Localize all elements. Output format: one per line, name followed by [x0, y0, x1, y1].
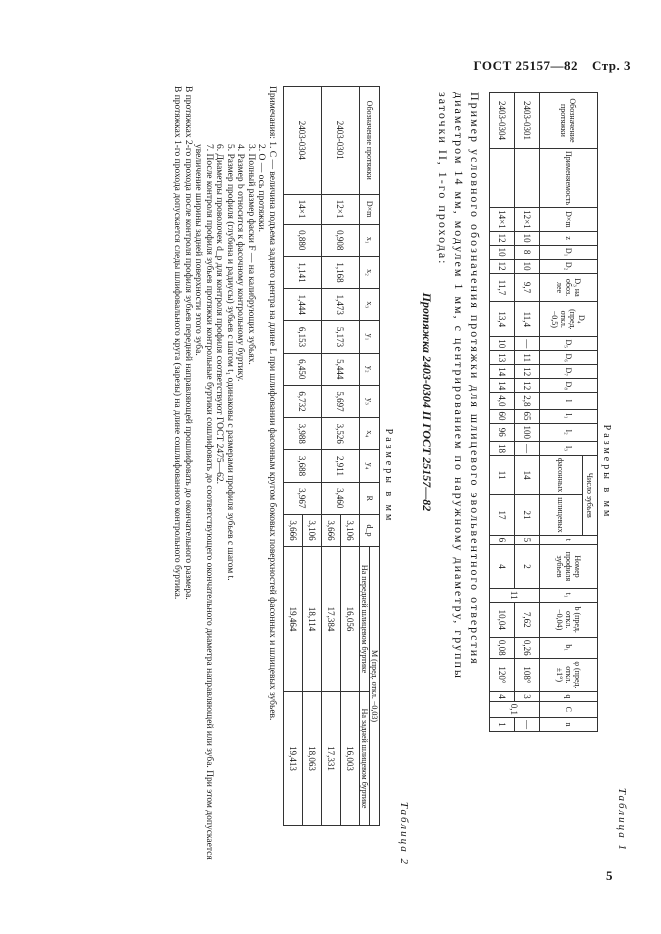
cell: 12	[515, 379, 540, 393]
t1-h-d2: D₂	[540, 259, 598, 273]
t1-h-l1: l₁	[540, 409, 598, 423]
cell: 11	[515, 351, 540, 365]
cell: 3,967	[284, 482, 322, 514]
cell: 16,056	[341, 547, 360, 692]
cell: 3,106	[303, 514, 322, 546]
cell: 5,444	[322, 353, 360, 385]
cell: 3,688	[284, 450, 322, 482]
cell: 4	[490, 545, 515, 589]
cell: 18,063	[303, 691, 322, 825]
cell: 1,444	[284, 289, 322, 321]
cell: 10	[515, 259, 540, 273]
t1-h-dm: D×m	[540, 208, 598, 232]
t2-h-x2: x₂	[360, 256, 380, 288]
t1-h-teeth-shaped: фасонных	[540, 456, 583, 495]
cell: 1,141	[284, 256, 322, 288]
table-row	[490, 93, 515, 732]
cell: 0,908	[322, 224, 360, 256]
table-row	[341, 87, 360, 826]
cell: 12	[515, 365, 540, 379]
t1-h-teeth-spline: шлицевых	[540, 495, 583, 535]
table-row	[303, 87, 322, 826]
cell: 3,666	[284, 514, 303, 546]
cell: 2403-0301	[515, 93, 540, 149]
cell: 3,988	[284, 418, 322, 450]
cell: 10,04	[490, 602, 515, 637]
cell: 2,911	[322, 450, 360, 482]
cell	[515, 148, 540, 207]
cell: 14	[515, 456, 540, 495]
cell: 120°	[490, 658, 515, 692]
t1-h-d3: D₃ на обоз. лее	[540, 273, 598, 302]
cell: —	[515, 337, 540, 351]
cell: 12×1	[515, 208, 540, 232]
table2-block	[30, 86, 410, 866]
cell: 17,331	[322, 691, 341, 825]
cell: 65	[515, 409, 540, 423]
t1-h-c: C	[540, 701, 598, 717]
cell	[490, 148, 515, 207]
t1-h-l3: l₃	[540, 442, 598, 456]
cell: 14×1	[490, 208, 515, 232]
cell: 60	[490, 409, 515, 423]
cell: 16,003	[341, 691, 360, 825]
t2-h-m-front: На передней шлицевом буртике	[360, 547, 370, 692]
t1-h-d6: D₆	[540, 351, 598, 365]
cell: 11,4	[515, 302, 540, 337]
cell: 9,7	[515, 273, 540, 302]
t2-h-x3: x₃	[360, 289, 380, 321]
page-label: Стр. 3	[592, 58, 631, 73]
t2-h-y2: y₂	[360, 353, 380, 385]
cell: 2403-0304	[284, 87, 322, 195]
t1-h-l: l	[540, 393, 598, 409]
cell: 5,173	[322, 321, 360, 353]
t1-h-d5: D₅	[540, 337, 598, 351]
t1-h-phi: φ (пред. откл. ±1°)	[540, 658, 598, 692]
t1-h-usage: Применяемость	[540, 148, 598, 207]
t2-h-y4: y₄	[360, 450, 380, 482]
cell: 10	[490, 337, 515, 351]
t1-h-d8: D₈	[540, 379, 598, 393]
table2	[283, 86, 380, 826]
cell: 21	[515, 495, 540, 535]
cell: 12	[490, 259, 515, 273]
cell: 11,7	[490, 273, 515, 302]
cell: 4,0	[490, 393, 515, 409]
example-title: Протяжка 2403-0304 II ГОСТ 25157—82	[420, 292, 434, 512]
cell: 2,8	[515, 393, 540, 409]
t1-h-b1: b₁	[540, 637, 598, 658]
cell: 12×1	[322, 194, 360, 224]
table2-caption: Таблица 2	[398, 801, 410, 866]
table2-dims-caption: Размеры в мм	[383, 428, 394, 524]
t2-h-m: M (пред. откл. −0,03)	[370, 547, 380, 826]
cell: 0,1	[490, 701, 540, 717]
t1-h-z: z	[540, 231, 598, 245]
t1-h-profile: Номер профиля зубьев	[540, 545, 598, 589]
t1-h-d4: D₄ (пред. откл. −0,5)	[540, 302, 598, 337]
cell: 12	[490, 231, 515, 245]
cell: 13	[490, 351, 515, 365]
cell: 19,413	[284, 691, 303, 825]
cell: 5,697	[322, 385, 360, 417]
table1-dims-caption: Размеры в мм	[601, 424, 612, 520]
cell: 8	[515, 245, 540, 259]
page-number: 5	[606, 868, 613, 883]
cell: 0,880	[284, 224, 322, 256]
cell: 3	[515, 692, 540, 702]
cell: 10	[515, 231, 540, 245]
note-line: 4. Размер b относится к фасочному контрольному буртику.	[235, 144, 246, 382]
t1-h-teeth: Число зубьев	[583, 456, 598, 536]
note-line: 5. Размер профиля (глубина и радиусы) зубьев с шагом t₁ одинаковы с размерами профиля зубьев с шагом t.	[225, 144, 235, 581]
cell: 96	[490, 423, 515, 442]
cell: 19,464	[284, 547, 303, 692]
t1-h-n: n	[540, 717, 598, 731]
cell: 6	[490, 535, 515, 545]
note-line: 3. Полный размер фаски F — на калибрующих зубьях.	[246, 144, 256, 365]
t1-h-b: b (пред. откл. −0,04)	[540, 602, 598, 637]
table-row	[515, 93, 540, 732]
t2-h-designation: Обозначение протяжки	[360, 87, 380, 195]
cell: 108°	[515, 658, 540, 692]
note-line: 6. Диаметры проволочек d_p для контроля профиля соответствуют ГОСТ 2475—62.	[214, 144, 225, 485]
t2-h-r: R	[360, 482, 380, 514]
example-text: Пример условного обозначения протяжки для шлицевого эвольвентного отверстия диаметром 14 мм, модулем 1 мм, с центрированием по наружному диаметру, группы заточки II, 1-го прохода:	[436, 92, 482, 680]
t1-h-t1: t₁	[540, 588, 598, 602]
example-paragraph	[419, 92, 483, 712]
note-line: В протяжках 2-го прохода после контроля профиля зубьев передней направляющей прошлифовать до окончательного размера.	[183, 86, 193, 600]
cell: —	[515, 442, 540, 456]
cell: 14	[490, 365, 515, 379]
cell: 1,473	[322, 289, 360, 321]
cell: 2	[515, 545, 540, 589]
cell: 17	[490, 495, 515, 535]
t2-h-dm: D×m	[360, 194, 380, 224]
cell: 100	[515, 423, 540, 442]
cell: 17,384	[322, 547, 341, 692]
t1-h-t: t	[540, 535, 598, 545]
cell: 3,526	[322, 418, 360, 450]
notes	[172, 86, 277, 876]
cell: 18,114	[303, 547, 322, 692]
cell: 1,168	[322, 256, 360, 288]
cell: 6,450	[284, 353, 322, 385]
cell: 13,4	[490, 302, 515, 337]
t2-h-m-rear: На задней шлицевом буртике	[360, 691, 370, 825]
note-line: 2. O — ось протяжки.	[256, 144, 267, 233]
t1-h-l2: l₂	[540, 423, 598, 442]
t1-h-q: q	[540, 692, 598, 702]
cell: 11	[490, 456, 515, 495]
cell: 6,732	[284, 385, 322, 417]
cell: 2403-0304	[490, 93, 515, 149]
cell: 14	[490, 379, 515, 393]
cell: 5	[515, 535, 540, 545]
standard-number: ГОСТ 25157—82	[473, 58, 578, 73]
note-line: 7. После контроля профиля зубьев протяжки контрольные буртики сошлифовать до соответствующего окончательного диаметра направляющей или зуба. При этом допускается увеличение ширины задней поверхности этого зуба.	[193, 144, 214, 860]
t1-h-d1: D₁	[540, 245, 598, 259]
cell: 3,460	[322, 482, 360, 514]
table1	[489, 92, 598, 732]
cell: 0,08	[490, 637, 515, 658]
cell: 3,106	[341, 514, 360, 546]
cell: 3,666	[322, 514, 341, 546]
t1-h-d7: D₇	[540, 365, 598, 379]
page-header	[473, 58, 631, 74]
cell: 4	[490, 692, 515, 702]
cell: 10	[490, 245, 515, 259]
cell: 7,62	[515, 602, 540, 637]
cell: 14×1	[284, 194, 322, 224]
table1-caption: Таблица 1	[616, 787, 628, 852]
t2-h-x4: x₄	[360, 418, 380, 450]
cell: 1	[490, 717, 515, 731]
t2-h-x1: x₁	[360, 224, 380, 256]
cell: 0,26	[515, 637, 540, 658]
cell: 2403-0301	[322, 87, 360, 195]
t2-h-y3: y₃	[360, 385, 380, 417]
note-line: В протяжках 1-го прохода допускается следы шлифовального круга (зарезы) на длине сошлифованного контрольного буртика.	[172, 86, 183, 600]
t2-h-dp: d_p	[360, 514, 380, 546]
t2-h-y1: y₁	[360, 321, 380, 353]
cell: 11	[490, 588, 540, 602]
cell: —	[515, 717, 540, 731]
cell: 6,153	[284, 321, 322, 353]
cell: 18	[490, 442, 515, 456]
note-line: Примечания: 1. C — величина подъема заднего центра на длине L при шлифовании фасонным кругом боковых поверхностей фасонных и шлицевых зубьев.	[267, 86, 277, 721]
t1-h-designation: Обозначение протяжки	[540, 93, 598, 149]
